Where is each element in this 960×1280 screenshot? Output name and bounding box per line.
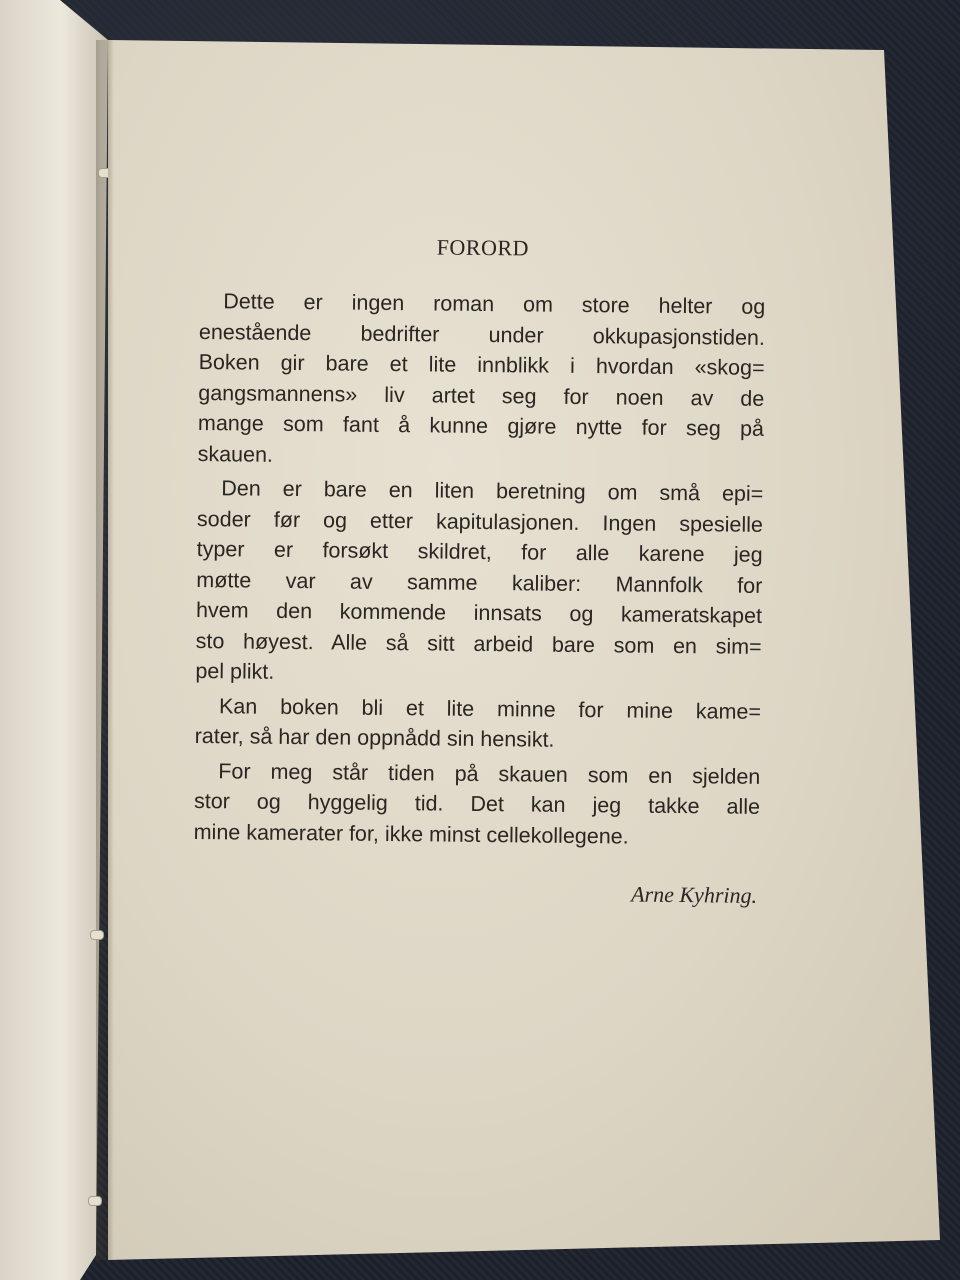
text-line: pel plikt. — [195, 658, 275, 684]
text-line: gangsmannens» liv artet seg for noen av de — [198, 380, 765, 411]
text-line: Dette er ingen roman om store helter og — [223, 289, 766, 319]
text-line: mange som fant å kunne gjøre nytte for seg på — [197, 410, 765, 441]
page-text — [193, 232, 766, 909]
paragraph — [194, 755, 761, 852]
text-line: mine kamerater for, ikke minst cellekollegene. — [193, 819, 629, 849]
text-line: sto høyest. Alle så sitt arbeid bare som en sim= — [195, 628, 762, 659]
text-line: hvem den kommende innsats og kameratskapet — [195, 597, 763, 628]
text-line: Boken gir bare et lite innblikk i hvordan «skog= — [198, 349, 765, 380]
text-line: skauen. — [197, 441, 274, 467]
text-line: rater, så har den oppnådd sin hensikt. — [194, 723, 555, 752]
page-title: FORORD — [436, 234, 530, 261]
text-line: soder før og etter kapitulasjonen. Ingen spesielle — [196, 506, 764, 537]
paragraph — [195, 690, 762, 757]
paragraph — [195, 473, 763, 692]
text-line: enestående bedrifter under okkupasjonstiden. — [198, 319, 766, 350]
text-line: typer er forsøkt skildret, for alle karene jeg — [196, 536, 763, 567]
text-line: For meg står tiden på skauen som en sjelden — [218, 758, 761, 789]
text-line: stor og hyggelig tid. Det kan jeg takke alle — [193, 788, 761, 819]
text-line: Den er bare en liten beretning om små epi= — [221, 476, 764, 506]
binding-stitch — [90, 930, 104, 940]
text-line: Kan boken bli et lite minne for mine kame= — [218, 693, 762, 724]
page-gutter — [108, 40, 114, 1260]
binding-stitch — [88, 1196, 102, 1206]
paragraph — [198, 286, 766, 475]
text-line: møtte var av samme kaliber: Mannfolk for — [196, 567, 763, 598]
author-signature: Arne Kyhring. — [631, 881, 758, 908]
